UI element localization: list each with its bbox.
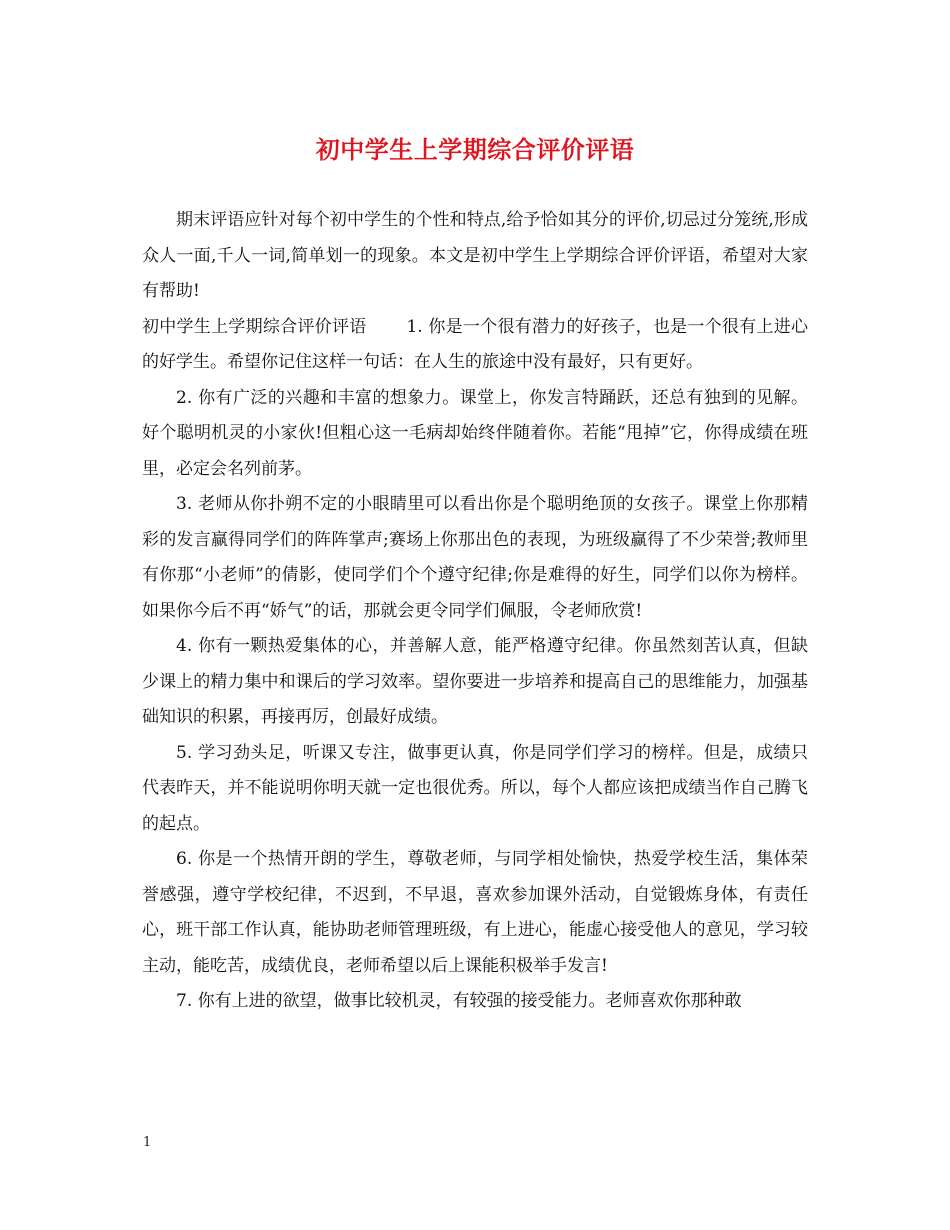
document-title: 初中学生上学期综合评价评语 (315, 135, 635, 164)
item-6: 6. 你是一个热情开朗的学生，尊敬老师，与同学相处愉快，热爱学校生活，集体荣誉感强，遵守学校纪律，不迟到，不早退，喜欢参加课外活动，自觉锻炼身体，有责任心，班干部工作认真，能协助老师管理班级，有上进心，能虚心接受他人的意见，学习较主动，能吃苦，成绩优良，老师希望以后上课能积极举手发言! (142, 849, 808, 976)
first-item-paragraph (142, 310, 808, 381)
item-7: 7. 你有上进的欲望，做事比较机灵，有较强的接受能力。老师喜欢你那种敢 (176, 991, 742, 1011)
intro-paragraph: 期末评语应针对每个初中学生的个性和特点,给予恰如其分的评价,切忌过分笼统,形成众人一面,千人一词,简单划一的现象。本文是初中学生上学期综合评价评语，希望对大家有帮助! (142, 210, 808, 301)
item-1: 1. 你是一个很有潜力的好孩子，也是一个很有上进心的好学生。希望你记住这样一句话：在人生的旅途中没有最好，只有更好。 (142, 316, 808, 372)
section-heading: 初中学生上学期综合评价评语 (142, 316, 367, 337)
item-2: 2. 你有广泛的兴趣和丰富的想象力。课堂上，你发言特踊跃，还总有独到的见解。好个聪明机灵的小家伙!但粗心这一毛病却始终伴随着你。若能“甩掉”它，你得成绩在班里，必定会名列前茅。 (142, 387, 808, 479)
page-number: 1 (143, 1135, 152, 1150)
item-5: 5. 学习劲头足，听课又专注，做事更认真，你是同学们学习的榜样。但是，成绩只代表昨天，并不能说明你明天就一定也很优秀。所以，每个人都应该把成绩当作自己腾飞的起点。 (142, 742, 808, 834)
document-body (142, 203, 808, 1020)
item-4: 4. 你有一颗热爱集体的心，并善解人意，能严格遵守纪律。你虽然刻苦认真，但缺少课上的精力集中和课后的学习效率。望你要进一步培养和提高自己的思维能力，加强基础知识的积累，再接再厉，创最好成绩。 (142, 636, 808, 727)
item-3: 3. 老师从你扑朔不定的小眼睛里可以看出你是个聪明绝顶的女孩子。课堂上你那精彩的发言赢得同学们的阵阵掌声;赛场上你那出色的表现，为班级赢得了不少荣誉;教师里有你那“小老师”的倩影，使同学们个个遵守纪律;你是难得的好生，同学们以你为榜样。如果你今后不再“娇气”的话，那就会更令同学们佩服，令老师欣赏! (142, 494, 808, 621)
